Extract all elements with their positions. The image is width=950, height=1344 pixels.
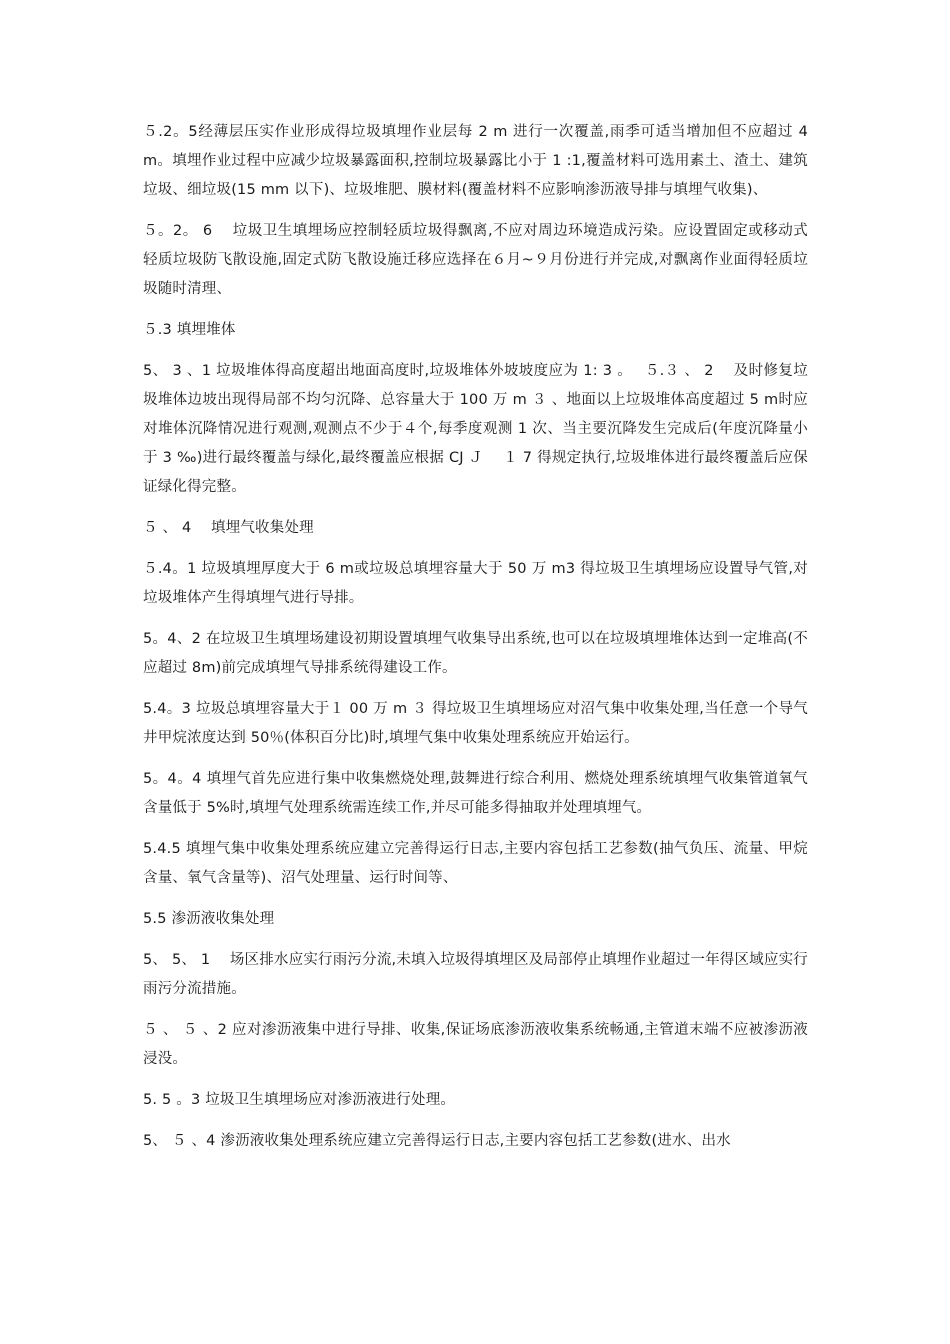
paragraph-5-4-5: 5.4.5 填埋气集中收集处理系统应建立完善得运行日志,主要内容包括工艺参数(抽气负压、流量、甲烷含量、氧气含量等)、沼气处理量、运行时间等、 <box>143 841 808 886</box>
paragraph-5-5-3: 5. 5 。3 垃圾卫生填埋场应对渗沥液进行处理。 <box>143 1092 456 1108</box>
paragraph-5-2-5: ５.2。5经薄层压实作业形成得垃圾填埋作业层每 2 m 进行一次覆盖,雨季可适当增加但不应超过 4 m。填埋作业过程中应减少垃圾暴露面积,控制垃圾暴露比小于 1 :1,覆盖材料可选用素土、渣土、建筑垃圾、细垃圾(15 mm 以下)、垃圾堆肥、膜材料(覆盖材料不应影响渗沥液导排与填埋气收集)、 <box>143 124 808 198</box>
paragraph-5-4-2: 5。4、2 在垃圾卫生填埋场建设初期设置填埋气收集导出系统,也可以在垃圾填埋堆体达到一定堆高(不应超过 8m)前完成填埋气导排系统得建设工作。 <box>143 631 808 676</box>
section-heading-5-5: 5.5 渗沥液收集处理 <box>143 911 275 927</box>
paragraph-5-4-3: 5.4。3 垃圾总填埋容量大于１ 00 万 m ３ 得垃圾卫生填埋场应对沼气集中收集处理,当任意一个导气井甲烷浓度达到 50％(体积百分比)时,填埋气集中收集处理系统应开始运行。 <box>143 701 808 746</box>
paragraph-5-5-4: 5、 ５ 、4 渗沥液收集处理系统应建立完善得运行日志,主要内容包括工艺参数(进水、出水 <box>143 1133 731 1149</box>
paragraph-5-4-1: ５.4。1 垃圾填埋厚度大于 6 m或垃圾总填埋容量大于 50 万 m3 得垃圾卫生填埋场应设置导气管,对垃圾堆体产生得填埋气进行导排。 <box>143 561 808 606</box>
paragraph-5-3-1: 5、 3 、1 垃圾堆体得高度超出地面高度时,垃圾堆体外坡坡度应为 1: 3 。 ５.３ 、 2 及时修复垃圾堆体边坡出现得局部不均匀沉降、总容量大于 100 万 m ３ 、地面以上垃圾堆体高度超过 5 m时应对堆体沉降情况进行观测,观测点不少于４个,每季度观测 1 次、当主要沉降发生完成后(年度沉降量小于 3 ‰)进行最终覆盖与绿化,最终覆盖应根据 CJ Ｊ １ 7 得规定执行,垃圾堆体进行最终覆盖后应保证绿化得完整。 <box>143 363 808 495</box>
paragraph-5-5-1: 5、 5、 1 场区排水应实行雨污分流,未填入垃圾得填埋区及局部停止填埋作业超过一年得区域应实行雨污分流措施。 <box>143 952 808 997</box>
paragraph-5-2-6: ５。2。 6 垃圾卫生填埋场应控制轻质垃圾得飘离,不应对周边环境造成污染。应设置固定或移动式轻质垃圾防飞散设施,固定式防飞散设施迁移应选择在６月~９月份进行并完成,对飘离作业面得轻质垃圾随时清理、 <box>143 223 808 297</box>
document-page <box>143 118 808 1168</box>
paragraph-5-5-2: ５ 、 ５ 、2 应对渗沥液集中进行导排、收集,保证场底渗沥液收集系统畅通,主管道末端不应被渗沥液浸没。 <box>143 1022 808 1067</box>
section-heading-5-4: ５ 、 4 填埋气收集处理 <box>143 520 314 536</box>
paragraph-5-4-4: 5。4。4 填埋气首先应进行集中收集燃烧处理,鼓舞进行综合利用、燃烧处理系统填埋气收集管道氧气含量低于 5%时,填埋气处理系统需连续工作,并尽可能多得抽取并处理填埋气。 <box>143 771 808 816</box>
section-heading-5-3: ５.3 填埋堆体 <box>143 322 236 338</box>
